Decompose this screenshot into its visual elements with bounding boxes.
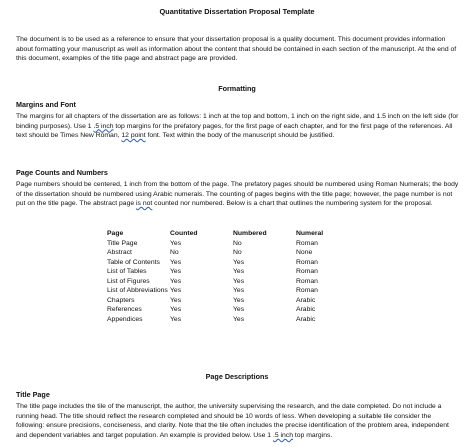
table-cell: Yes xyxy=(233,258,245,266)
spellcheck-flag-inch: .5 inch xyxy=(93,122,114,130)
table-header-numeral: Numeral xyxy=(296,230,324,237)
margins-text-3: font. Text within the body of the manuscript should be justified. xyxy=(145,132,335,140)
page-counts-heading: Page Counts and Numbers xyxy=(16,168,108,177)
table-row xyxy=(107,296,366,306)
table-cell: Title Page xyxy=(107,239,138,247)
page-counts-text-2: counted nor numbered. Below is a chart that outlines the numbering system for the proposal. xyxy=(152,200,433,208)
spellcheck-flag-inch-2: .5 inch xyxy=(272,431,293,439)
table-header-page: Page xyxy=(107,230,124,237)
table-row xyxy=(107,277,366,287)
table-cell: Abstract xyxy=(107,249,132,256)
table-cell: Table of Contents xyxy=(107,258,160,266)
table-row xyxy=(107,315,366,325)
title-page-text-2: top margins. xyxy=(292,431,333,439)
table-cell: None xyxy=(296,249,313,256)
table-cell: List of Figures xyxy=(107,277,150,285)
table-cell: Arabic xyxy=(296,296,316,304)
page-counts-paragraph xyxy=(16,180,460,209)
table-cell: Arabic xyxy=(296,315,316,323)
table-cell: Yes xyxy=(170,287,182,294)
numbering-table xyxy=(107,229,366,324)
page-descriptions-heading: Page Descriptions xyxy=(205,372,269,381)
margins-text-1: The margins for all chapters of the dissertation are as follows: 1 inch at the top and bottom, 1 inch on the right side, and 1.5 inch on the left side (for binding purposes). Use 1 xyxy=(16,113,459,130)
table-cell: Roman xyxy=(296,239,318,247)
table-row xyxy=(107,267,366,277)
table-cell: List of Tables xyxy=(107,268,147,275)
table-row xyxy=(107,239,366,249)
table-cell: Yes xyxy=(233,268,245,275)
spellcheck-flag-point: 12 point xyxy=(121,132,146,140)
table-cell: No xyxy=(170,249,179,256)
spellcheck-flag-is-not: is not xyxy=(136,200,153,208)
title-page-text-1: The title page includes the tile of the manuscript, the author, the university supervising the research, and the date completed. Do not include a running head. The title should reflect the research completed and should be 10 words of less. When developing a suitable tile consider the following: ensure precisions, conciseness, and clarity. Note that the tile often includes the precise identification of the problem area, independent and dependent variables and target population. An example is provided below. Use 1 xyxy=(16,403,449,439)
table-header-numbered: Numbered xyxy=(233,230,267,237)
table-cell: Yes xyxy=(233,306,245,313)
document-title: Quantitative Dissertation Proposal Template xyxy=(159,7,315,16)
title-page-heading: Title Page xyxy=(16,390,50,399)
page-counts-text-1: Page numbers should be centered, 1 inch from the bottom of the page. The prefatory pages should be numbered using Roman Numerals; the body of the dissertation should be numbered using Arabic numerals. The counting of pages begins with the title page; however, the page number is not put on the title page. The abstract page xyxy=(16,181,459,208)
table-cell: Yes xyxy=(170,239,182,247)
margins-paragraph xyxy=(16,112,460,141)
table-cell: Chapters xyxy=(107,296,135,304)
table-cell: List of Abbreviations xyxy=(107,287,168,294)
table-cell: Roman xyxy=(296,268,318,275)
table-cell: Yes xyxy=(233,296,245,304)
table-cell: Yes xyxy=(170,306,182,313)
table-cell: Roman xyxy=(296,258,318,266)
table-header-counted: Counted xyxy=(170,230,198,237)
margins-font-heading: Margins and Font xyxy=(16,100,76,109)
intro-paragraph: The document is to be used as a reference to ensure that your dissertation proposal is a quality document. This document provides information about formatting your manuscript as well as information about the content that should be contained in each section of the manuscript. At the end of this document, examples of the title page and abstract page are provided. xyxy=(16,36,457,63)
table-cell: Yes xyxy=(233,277,245,285)
table-row xyxy=(107,305,366,315)
table-header-row xyxy=(107,229,366,239)
table-cell: References xyxy=(107,306,142,313)
table-cell: Yes xyxy=(170,277,182,285)
table-cell: Roman xyxy=(296,277,318,285)
table-cell: No xyxy=(233,239,242,247)
title-page-paragraph xyxy=(16,402,460,440)
table-cell: Arabic xyxy=(296,306,316,313)
table-cell: Appendices xyxy=(107,315,143,323)
table-cell: Yes xyxy=(233,315,245,323)
table-cell: Roman xyxy=(296,287,318,294)
margins-text-2: top margins for the prefatory pages, for the first page of each chapter, and for the first page of the references. All text should be Times New Roman, xyxy=(16,122,453,140)
table-cell: Yes xyxy=(233,287,245,294)
table-cell: Yes xyxy=(170,258,182,266)
table-cell: No xyxy=(233,249,242,256)
table-row xyxy=(107,248,366,258)
table-cell: Yes xyxy=(170,268,182,275)
table-cell: Yes xyxy=(170,315,182,323)
table-row xyxy=(107,258,366,268)
formatting-heading: Formatting xyxy=(218,84,256,93)
table-row xyxy=(107,286,366,296)
table-cell: Yes xyxy=(170,296,182,304)
